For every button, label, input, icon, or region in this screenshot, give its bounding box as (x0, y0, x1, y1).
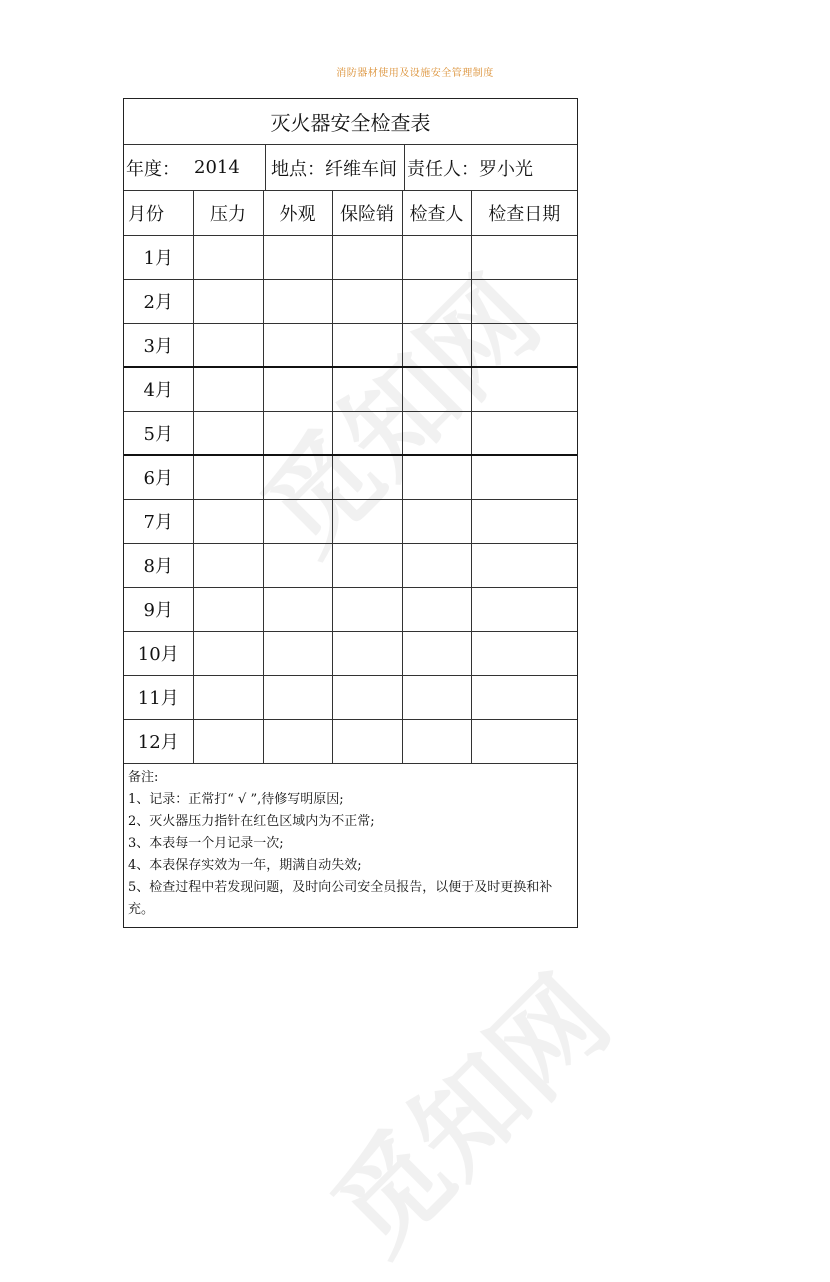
safety-pin-cell[interactable] (332, 455, 402, 499)
pressure-cell[interactable] (193, 367, 263, 411)
inspection-date-cell[interactable] (471, 367, 577, 411)
inspector-cell[interactable] (402, 719, 471, 763)
table-row (124, 323, 577, 367)
note-item: 1、记录：正常打“ √ ”,待修写明原因; (128, 791, 344, 807)
pressure-cell[interactable] (193, 587, 263, 631)
safety-pin-cell[interactable] (332, 411, 402, 455)
inspection-date-cell[interactable] (471, 543, 577, 587)
owner-label: 责任人： (407, 158, 479, 180)
appearance-cell[interactable] (263, 367, 332, 411)
appearance-cell[interactable] (263, 455, 332, 499)
inspector-cell[interactable] (402, 675, 471, 719)
safety-pin-cell[interactable] (332, 719, 402, 763)
inspection-date-cell[interactable] (471, 235, 577, 279)
safety-pin-cell[interactable] (332, 279, 402, 323)
inspector-cell[interactable] (402, 543, 471, 587)
column-header-inspection-date: 检查日期 (471, 191, 577, 235)
inspector-cell[interactable] (402, 367, 471, 411)
month-cell: 10月 (124, 631, 193, 675)
table-row (124, 719, 577, 763)
month-cell: 7月 (124, 499, 193, 543)
year-value: 2014 (194, 157, 240, 178)
month-cell: 6月 (124, 455, 193, 499)
month-cell: 2月 (124, 279, 193, 323)
appearance-cell[interactable] (263, 279, 332, 323)
column-header-pressure: 压力 (193, 191, 263, 235)
owner-value: 罗小光 (479, 158, 533, 180)
column-header-month: 月份 (124, 191, 193, 235)
location-cell (266, 145, 405, 190)
note-item: 2、灭火器压力指针在红色区域内为不正常; (128, 813, 375, 829)
table-row (124, 543, 577, 587)
appearance-cell[interactable] (263, 499, 332, 543)
pressure-cell[interactable] (193, 499, 263, 543)
pressure-cell[interactable] (193, 411, 263, 455)
inspector-cell[interactable] (402, 323, 471, 367)
table-row (124, 675, 577, 719)
inspector-cell[interactable] (402, 499, 471, 543)
safety-pin-cell[interactable] (332, 587, 402, 631)
inspector-cell[interactable] (402, 631, 471, 675)
inspection-date-cell[interactable] (471, 279, 577, 323)
pressure-cell[interactable] (193, 631, 263, 675)
owner-cell (405, 145, 577, 190)
inspector-cell[interactable] (402, 587, 471, 631)
inspector-cell[interactable] (402, 455, 471, 499)
safety-pin-cell[interactable] (332, 675, 402, 719)
appearance-cell[interactable] (263, 235, 332, 279)
month-cell: 1月 (124, 235, 193, 279)
appearance-cell[interactable] (263, 719, 332, 763)
appearance-cell[interactable] (263, 411, 332, 455)
pressure-cell[interactable] (193, 675, 263, 719)
month-cell: 8月 (124, 543, 193, 587)
column-header-appearance: 外观 (263, 191, 332, 235)
note-item: 4、本表保存实效为一年，期满自动失效; (128, 857, 362, 873)
pressure-cell[interactable] (193, 543, 263, 587)
inspector-cell[interactable] (402, 279, 471, 323)
pressure-cell[interactable] (193, 719, 263, 763)
column-header-safety-pin: 保险销 (332, 191, 402, 235)
inspection-date-cell[interactable] (471, 631, 577, 675)
inspection-date-cell[interactable] (471, 499, 577, 543)
appearance-cell[interactable] (263, 323, 332, 367)
note-item: 3、本表每一个月记录一次; (128, 835, 284, 851)
month-cell: 4月 (124, 367, 193, 411)
year-cell (124, 145, 266, 190)
year-label: 年度： (126, 158, 180, 180)
column-header-inspector: 检查人 (402, 191, 471, 235)
inspection-date-cell[interactable] (471, 587, 577, 631)
location-label: 地点： (271, 158, 325, 180)
inspection-date-cell[interactable] (471, 323, 577, 367)
safety-pin-cell[interactable] (332, 499, 402, 543)
safety-pin-cell[interactable] (332, 631, 402, 675)
inspection-date-cell[interactable] (471, 411, 577, 455)
month-cell: 11月 (124, 675, 193, 719)
table-row (124, 631, 577, 675)
table-row (124, 235, 577, 279)
watermark: 觅知网 (238, 252, 564, 578)
month-cell: 12月 (124, 719, 193, 763)
inspector-cell[interactable] (402, 411, 471, 455)
table-row (124, 411, 577, 455)
table-row (124, 367, 577, 411)
inspection-form (123, 98, 578, 928)
table-header-row (124, 191, 577, 235)
watermark: 觅知网 (308, 952, 634, 1278)
appearance-cell[interactable] (263, 543, 332, 587)
pressure-cell[interactable] (193, 279, 263, 323)
appearance-cell[interactable] (263, 675, 332, 719)
safety-pin-cell[interactable] (332, 323, 402, 367)
table-row (124, 455, 577, 499)
appearance-cell[interactable] (263, 631, 332, 675)
inspector-cell[interactable] (402, 235, 471, 279)
inspection-date-cell[interactable] (471, 455, 577, 499)
pressure-cell[interactable] (193, 455, 263, 499)
location-value: 纤维车间 (325, 158, 397, 180)
inspection-date-cell[interactable] (471, 719, 577, 763)
month-cell: 5月 (124, 411, 193, 455)
safety-pin-cell[interactable] (332, 543, 402, 587)
form-title: 灭火器安全检查表 (124, 99, 577, 145)
pressure-cell[interactable] (193, 323, 263, 367)
month-cell: 3月 (124, 323, 193, 367)
pressure-cell[interactable] (193, 235, 263, 279)
appearance-cell[interactable] (263, 587, 332, 631)
inspection-date-cell[interactable] (471, 675, 577, 719)
document-header: 消防器材使用及设施安全管理制度 (336, 68, 494, 79)
month-cell: 9月 (124, 587, 193, 631)
table-row (124, 499, 577, 543)
table-row (124, 587, 577, 631)
notes-title: 备注: (128, 769, 159, 785)
table-row (124, 279, 577, 323)
note-item: 5、检查过程中若发现问题，及时向公司安全员报告，以便于及时更换和补充。 (128, 879, 553, 917)
inspection-table (124, 191, 577, 764)
form-info-row (124, 145, 577, 191)
safety-pin-cell[interactable] (332, 235, 402, 279)
notes-section (124, 764, 577, 927)
safety-pin-cell[interactable] (332, 367, 402, 411)
